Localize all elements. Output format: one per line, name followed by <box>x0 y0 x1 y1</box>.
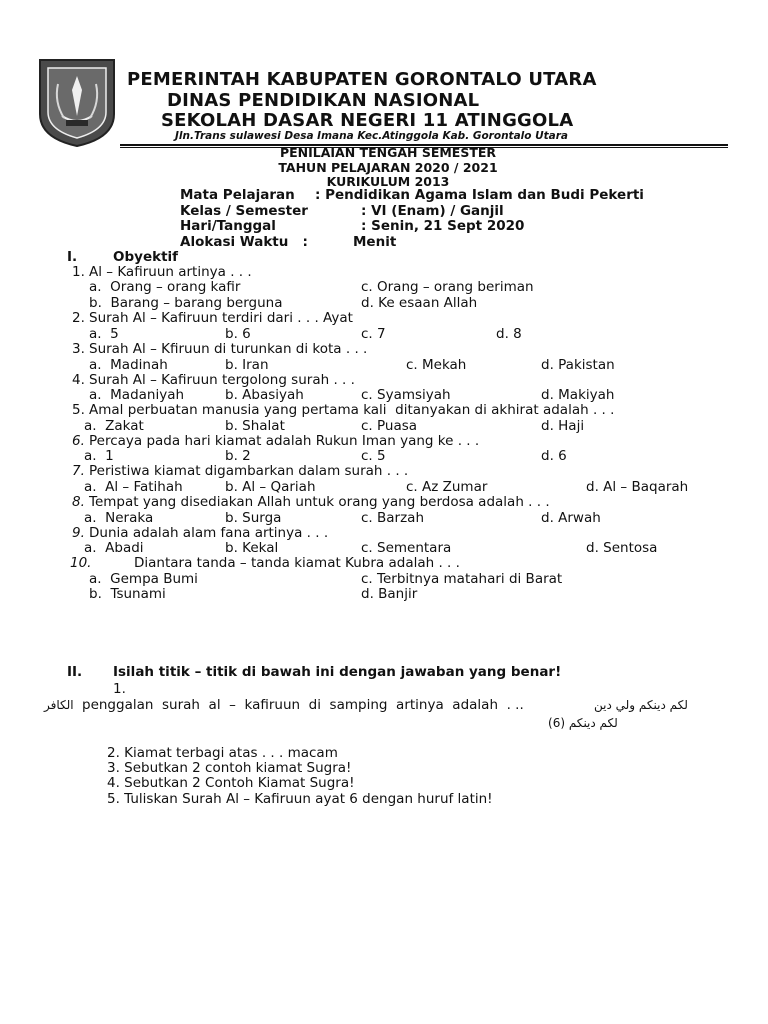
question-8-option: b. Surga <box>225 510 282 526</box>
essay-1-arabic-verse: ﻟﻜﻢ ﺩﻳﻨﻜﻢ ﻭﻟﻲ ﺩﻳﻦ <box>594 698 688 712</box>
question-7-option: a. Al – Fatihah <box>84 479 183 495</box>
question-2-option: c. 7 <box>361 326 386 342</box>
meta-label-date: Hari/Tanggal <box>180 218 276 234</box>
question-8-option: a. Neraka <box>84 510 154 526</box>
question-9-option: c. Sementara <box>361 540 452 556</box>
section-2-title: Isilah titik – titik di bawah ini dengan jawaban yang benar! <box>113 664 562 680</box>
essay-1-arabic-verse-cont: ﻟﻜﻢ ﺩﻳﻨﻜﻢ (6) <box>548 716 618 730</box>
question-2-option: a. 5 <box>89 326 119 342</box>
question-1-text: Al – Kafiruun artinya . . . <box>89 264 252 280</box>
question-2-text: Surah Al – Kafiruun terdiri dari . . . Ayat <box>89 310 353 326</box>
question-5-number: 5. <box>72 402 85 418</box>
question-10-option: c. Terbitnya matahari di Barat <box>361 571 563 587</box>
question-9-option: d. Sentosa <box>586 540 658 556</box>
meta-label-time: Alokasi Waktu : <box>180 234 308 250</box>
question-8-number: 8. <box>72 494 85 510</box>
question-3-number: 3. <box>72 341 85 357</box>
question-9-option: a. Abadi <box>84 540 144 556</box>
essay-item: 5. Tuliskan Surah Al – Kafiruun ayat 6 dengan huruf latin! <box>107 791 493 807</box>
question-6-option: d. 6 <box>541 448 567 464</box>
question-10-option: a. Gempa Bumi <box>89 571 198 587</box>
question-2-option: b. 6 <box>225 326 251 342</box>
question-9-option: b. Kekal <box>225 540 279 556</box>
header-address: Jln.Trans sulawesi Desa Imana Kec.Atinggola Kab. Gorontalo Utara <box>175 130 569 142</box>
question-6-option: b. 2 <box>225 448 251 464</box>
question-9-number: 9. <box>72 525 85 541</box>
question-10-text: Diantara tanda – tanda kiamat Kubra adalah . . . <box>134 555 460 571</box>
question-4-option: d. Makiyah <box>541 387 615 403</box>
school-emblem-logo <box>36 56 118 148</box>
question-3-text: Surah Al – Kfiruun di turunkan di kota . . . <box>89 341 368 357</box>
question-1-option: c. Orang – orang beriman <box>361 279 534 295</box>
section-1-title: Obyektif <box>113 249 179 265</box>
question-4-option: b. Abasiyah <box>225 387 304 403</box>
question-6-option: a. 1 <box>84 448 114 464</box>
question-3-option: c. Mekah <box>406 357 467 373</box>
question-7-option: b. Al – Qariah <box>225 479 316 495</box>
question-1-number: 1. <box>72 264 85 280</box>
meta-label-subject: Mata Pelajaran <box>180 187 295 203</box>
question-3-option: a. Madinah <box>89 357 168 373</box>
header-school: SEKOLAH DASAR NEGERI 11 ATINGGOLA <box>161 110 574 131</box>
exam-curriculum: KURIKULUM 2013 <box>326 174 450 189</box>
question-5-option: b. Shalat <box>225 418 285 434</box>
question-10-option: d. Banjir <box>361 586 418 602</box>
section-2-number: II. <box>67 664 83 680</box>
question-8-option: d. Arwah <box>541 510 601 526</box>
question-6-text: Percaya pada hari kiamat adalah Rukun Iman yang ke . . . <box>89 433 480 449</box>
question-4-option: c. Syamsiyah <box>361 387 451 403</box>
question-1-option: a. Orang – orang kafir <box>89 279 241 295</box>
question-4-text: Surah Al – Kafiruun tergolong surah . . . <box>89 372 355 388</box>
question-10-number: 10. <box>70 555 92 571</box>
question-7-option: d. Al – Baqarah <box>586 479 689 495</box>
question-7-text: Peristiwa kiamat digambarkan dalam surah . . . <box>89 463 409 479</box>
essay-item: 3. Sebutkan 2 contoh kiamat Sugra! <box>107 760 352 776</box>
question-5-text: Amal perbuatan manusia yang pertama kali ditanyakan di akhirat adalah . . . <box>89 402 615 418</box>
question-9-text: Dunia adalah alam fana artinya . . . <box>89 525 329 541</box>
essay-item: 2. Kiamat terbagi atas . . . macam <box>107 745 338 761</box>
question-8-text: Tempat yang disediakan Allah untuk orang yang berdosa adalah . . . <box>89 494 550 510</box>
meta-value-time: Menit <box>353 234 397 250</box>
meta-value-subject: : Pendidikan Agama Islam dan Budi Pekerti <box>315 187 644 203</box>
question-2-option: d. 8 <box>496 326 522 342</box>
header-government: PEMERINTAH KABUPATEN GORONTALO UTARA <box>127 69 597 90</box>
question-8-option: c. Barzah <box>361 510 425 526</box>
section-1-number: I. <box>67 249 78 265</box>
question-3-option: d. Pakistan <box>541 357 615 373</box>
essay-1-text: penggalan surah al – kafiruun di samping artinya adalah . .. <box>82 697 524 713</box>
question-4-number: 4. <box>72 372 85 388</box>
exam-year: TAHUN PELAJARAN 2020 / 2021 <box>278 160 498 175</box>
essay-1-arabic-prefix: ﺍﻟﻜﺎﻓﺮ <box>44 698 74 712</box>
header-department: DINAS PENDIDIKAN NASIONAL <box>167 90 480 111</box>
question-5-option: c. Puasa <box>361 418 418 434</box>
question-1-option: d. Ke esaan Allah <box>361 295 478 311</box>
essay-1-number: 1. <box>113 681 126 697</box>
meta-label-class: Kelas / Semester <box>180 203 308 219</box>
question-3-option: b. Iran <box>225 357 269 373</box>
meta-value-class: : VI (Enam) / Ganjil <box>361 203 504 219</box>
question-5-option: d. Haji <box>541 418 585 434</box>
essay-item: 4. Sebutkan 2 Contoh Kiamat Sugra! <box>107 775 355 791</box>
question-10-option: b. Tsunami <box>89 586 166 602</box>
question-5-option: a. Zakat <box>84 418 144 434</box>
question-1-option: b. Barang – barang berguna <box>89 295 283 311</box>
question-7-option: c. Az Zumar <box>406 479 488 495</box>
question-2-number: 2. <box>72 310 85 326</box>
exam-title: PENILAIAN TENGAH SEMESTER <box>279 145 497 160</box>
meta-value-date: : Senin, 21 Sept 2020 <box>361 218 525 234</box>
question-4-option: a. Madaniyah <box>89 387 185 403</box>
question-6-number: 6. <box>72 433 85 449</box>
question-7-number: 7. <box>72 463 85 479</box>
question-6-option: c. 5 <box>361 448 386 464</box>
